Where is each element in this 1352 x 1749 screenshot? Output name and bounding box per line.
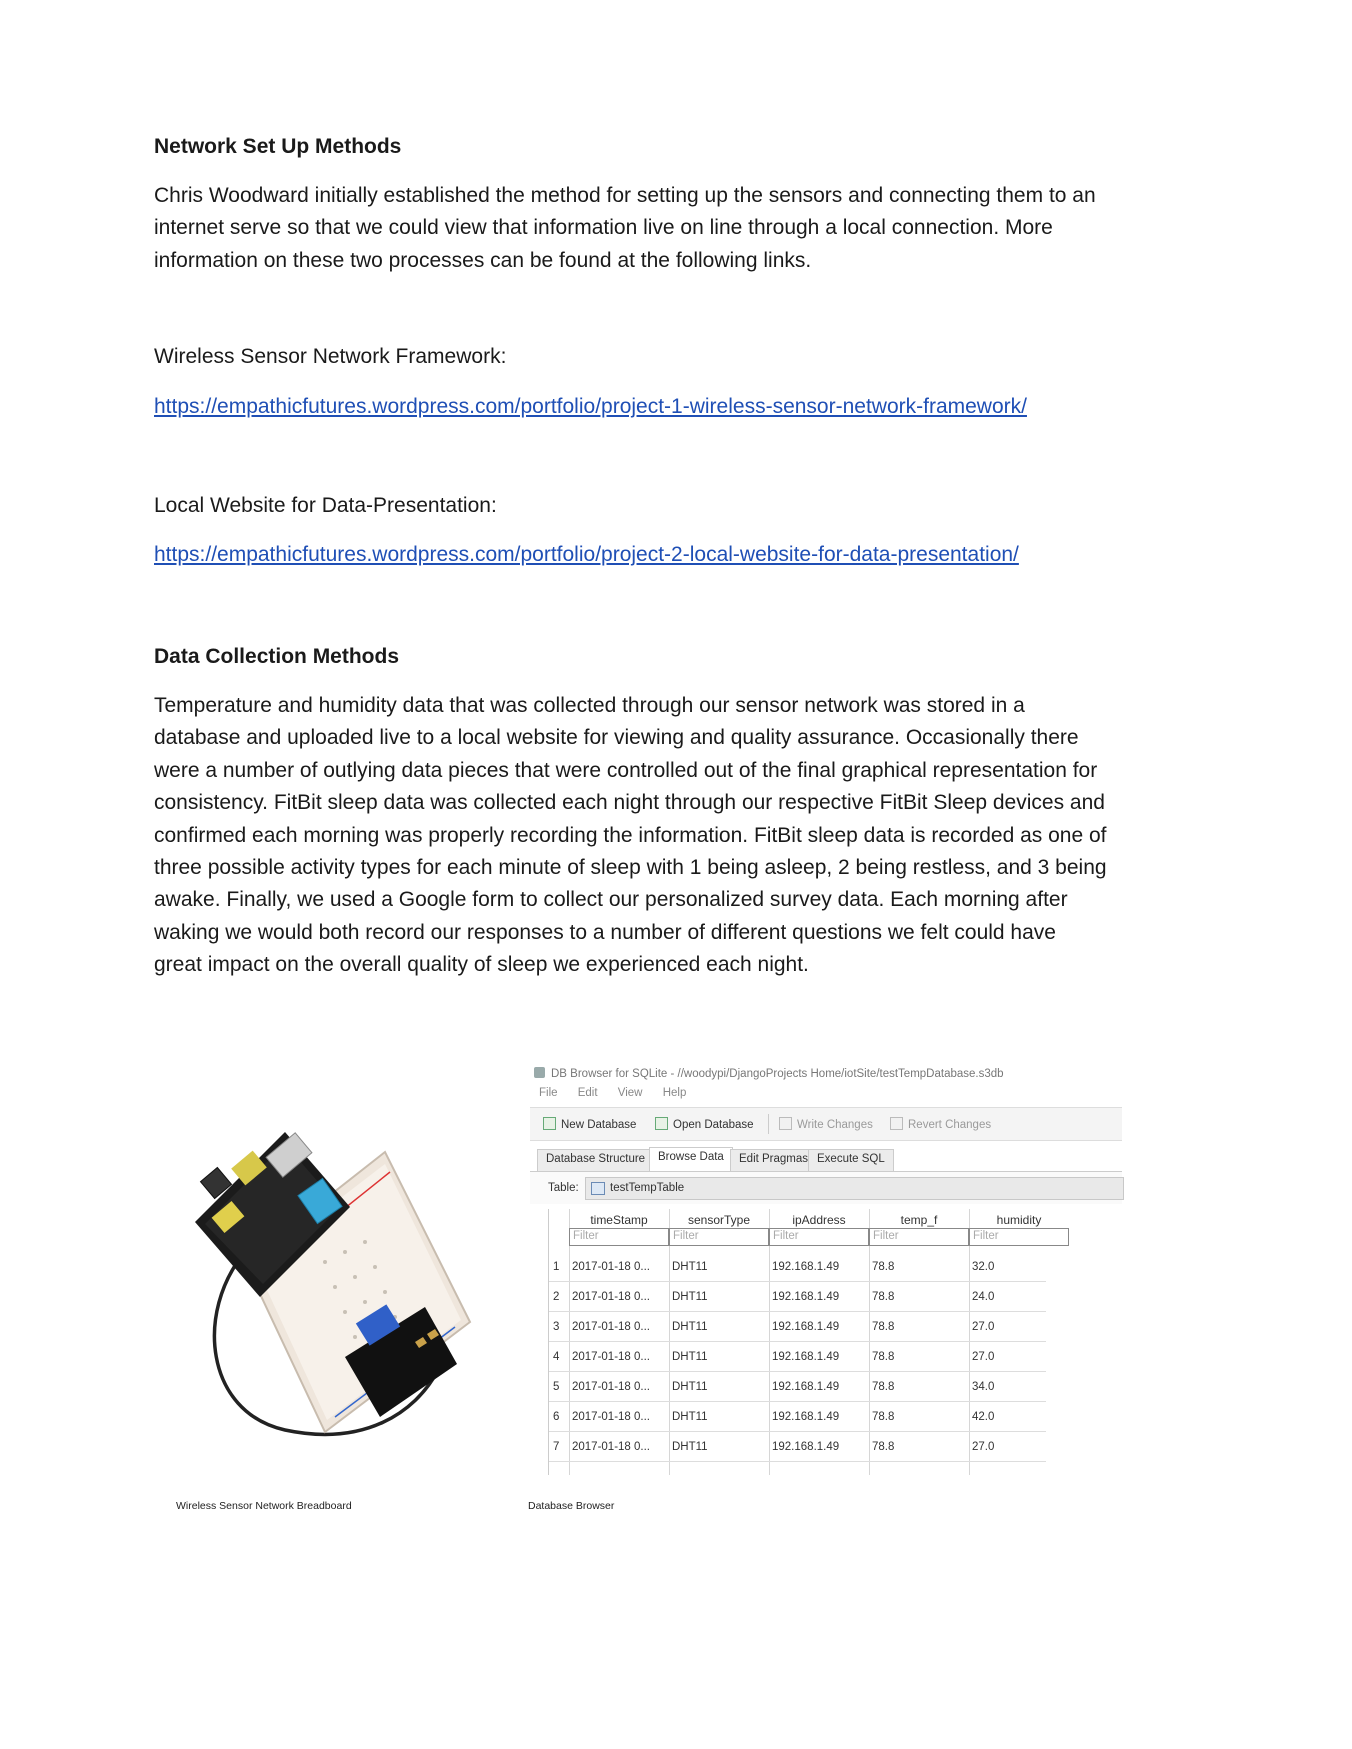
table-cell[interactable]: DHT11 xyxy=(672,1321,708,1333)
table-cell[interactable]: DHT11 xyxy=(672,1261,708,1273)
paragraph-line: consistency. FitBit sleep data was collected each night through our respective FitBit Sleep devices and xyxy=(154,791,1105,815)
table-cell[interactable]: 2017-01-18 0... xyxy=(572,1261,651,1273)
paragraph-network-setup xyxy=(154,180,1199,277)
table-select[interactable] xyxy=(585,1177,1124,1200)
column-separator xyxy=(669,1209,670,1475)
row-divider xyxy=(549,1281,1046,1282)
menu-view[interactable]: View xyxy=(617,1087,643,1099)
paragraph-line: were a number of outlying data pieces that were controlled out of the final graphical representation for xyxy=(154,758,1098,782)
new-database-label: New Database xyxy=(561,1119,637,1131)
link-website[interactable]: https://empathicfutures.wordpress.com/portfolio/project-2-local-website-for-data-presentation/ xyxy=(154,543,1019,566)
table-cell[interactable]: 27.0 xyxy=(972,1441,995,1453)
row-divider xyxy=(549,1311,1046,1312)
window-title xyxy=(534,1067,1004,1080)
toolbar xyxy=(530,1107,1122,1141)
paragraph-line: information on these two processes can be found at the following links. xyxy=(154,248,812,272)
caption-breadboard: Wireless Sensor Network Breadboard xyxy=(176,1500,352,1512)
table-cell[interactable]: DHT11 xyxy=(672,1441,708,1453)
table-selector-bar xyxy=(530,1171,1122,1204)
open-database-button[interactable] xyxy=(655,1117,754,1131)
column-header-ipaddress[interactable]: ipAddress xyxy=(792,1213,846,1227)
revert-changes-label: Revert Changes xyxy=(908,1119,992,1131)
new-database-button[interactable] xyxy=(543,1117,636,1131)
table-cell[interactable]: 27.0 xyxy=(972,1321,995,1333)
table-cell[interactable]: 27.0 xyxy=(972,1351,995,1363)
table-cell[interactable]: 32.0 xyxy=(972,1261,995,1273)
row-number[interactable]: 3 xyxy=(553,1321,560,1333)
table-cell[interactable]: DHT11 xyxy=(672,1381,708,1393)
paragraph-line: database and uploaded live to a local website for viewing and quality assurance. Occasionally there xyxy=(154,726,1079,750)
table-cell[interactable]: 192.168.1.49 xyxy=(772,1291,840,1303)
revert-changes-button[interactable] xyxy=(890,1117,991,1131)
app-icon xyxy=(534,1067,545,1078)
menu-file[interactable]: File xyxy=(539,1087,558,1099)
column-header-humidity[interactable]: humidity xyxy=(996,1213,1042,1227)
table-cell[interactable]: 192.168.1.49 xyxy=(772,1381,840,1393)
breadboard-image xyxy=(175,1112,475,1457)
filter-input[interactable]: Filter xyxy=(569,1228,669,1246)
tab-browse-data[interactable]: Browse Data xyxy=(649,1147,733,1172)
row-divider xyxy=(549,1401,1046,1402)
table-cell[interactable]: 192.168.1.49 xyxy=(772,1441,840,1453)
row-number[interactable]: 1 xyxy=(553,1261,560,1273)
db-browser-window xyxy=(530,1063,1122,1475)
column-separator xyxy=(569,1209,570,1475)
menu-edit[interactable]: Edit xyxy=(577,1087,598,1099)
heading-data-collection: Data Collection Methods xyxy=(154,645,400,668)
write-changes-label: Write Changes xyxy=(797,1119,873,1131)
table-cell[interactable]: 192.168.1.49 xyxy=(772,1411,840,1423)
table-cell[interactable]: 2017-01-18 0... xyxy=(572,1321,651,1333)
table-cell[interactable]: 192.168.1.49 xyxy=(772,1351,840,1363)
paragraph-line: three possible activity types for each minute of sleep with 1 being asleep, 2 being restless, and 3 being xyxy=(154,856,1107,880)
table-name: testTempTable xyxy=(610,1182,685,1194)
window-title-text: DB Browser for SQLite - //woodypi/DjangoProjects Home/iotSite/testTempDatabase.s3db xyxy=(551,1068,1004,1080)
link-label-framework: Wireless Sensor Network Framework: xyxy=(154,345,507,368)
column-separator xyxy=(769,1209,770,1475)
table-cell[interactable]: 2017-01-18 0... xyxy=(572,1441,651,1453)
table-cell[interactable]: 42.0 xyxy=(972,1411,995,1423)
table-cell[interactable]: 78.8 xyxy=(872,1381,895,1393)
toolbar-divider xyxy=(768,1114,769,1134)
paragraph-line: Chris Woodward initially established the method for setting up the sensors and connecting them to an xyxy=(154,184,1096,207)
row-number[interactable]: 5 xyxy=(553,1381,560,1393)
link-label-website: Local Website for Data-Presentation: xyxy=(154,494,497,517)
row-number[interactable]: 4 xyxy=(553,1351,560,1363)
table-cell[interactable]: 78.8 xyxy=(872,1261,895,1273)
table-icon xyxy=(591,1182,605,1195)
table-label: Table: xyxy=(548,1182,579,1194)
row-number[interactable]: 2 xyxy=(553,1291,560,1303)
revert-changes-icon xyxy=(890,1117,903,1130)
paragraph-line: confirmed each morning was properly recording the information. FitBit sleep data is recorded as one of xyxy=(154,823,1107,847)
write-changes-icon xyxy=(779,1117,792,1130)
paragraph-line: Temperature and humidity data that was collected through our sensor network was stored in a xyxy=(154,694,1025,717)
filter-input[interactable]: Filter xyxy=(969,1228,1069,1246)
row-number[interactable]: 7 xyxy=(553,1441,560,1453)
table-cell[interactable]: 192.168.1.49 xyxy=(772,1321,840,1333)
table-cell[interactable]: 2017-01-18 0... xyxy=(572,1381,651,1393)
row-divider xyxy=(549,1371,1046,1372)
column-header-temp-f[interactable]: temp_f xyxy=(900,1213,938,1227)
table-cell[interactable]: 78.8 xyxy=(872,1291,895,1303)
column-header-sensortype[interactable]: sensorType xyxy=(687,1213,751,1227)
paragraph-line: waking we would both record our responses to a number of different questions we felt could have xyxy=(154,920,1056,944)
tab-edit-pragmas[interactable]: Edit Pragmas xyxy=(730,1149,817,1172)
link-framework[interactable]: https://empathicfutures.wordpress.com/portfolio/project-1-wireless-sensor-network-framework/ xyxy=(154,395,1027,418)
table-cell[interactable]: DHT11 xyxy=(672,1411,708,1423)
table-cell[interactable]: 34.0 xyxy=(972,1381,995,1393)
table-cell[interactable]: 192.168.1.49 xyxy=(772,1261,840,1273)
column-separator xyxy=(969,1209,970,1475)
open-database-icon xyxy=(655,1117,668,1130)
filter-input[interactable]: Filter xyxy=(769,1228,869,1246)
table-cell[interactable]: 2017-01-18 0... xyxy=(572,1411,651,1423)
menu-help[interactable]: Help xyxy=(662,1087,687,1099)
table-cell[interactable]: 78.8 xyxy=(872,1441,895,1453)
row-number[interactable]: 6 xyxy=(553,1411,560,1423)
paragraph-line: awake. Finally, we used a Google form to collect our personalized survey data. Each morning after xyxy=(154,888,1068,912)
table-cell[interactable]: DHT11 xyxy=(672,1351,708,1363)
table-cell[interactable]: 2017-01-18 0... xyxy=(572,1351,651,1363)
row-divider xyxy=(549,1461,1046,1462)
table-cell[interactable]: 78.8 xyxy=(872,1411,895,1423)
table-cell[interactable]: 78.8 xyxy=(872,1321,895,1333)
caption-database-browser: Database Browser xyxy=(528,1500,615,1512)
paragraph-data-collection xyxy=(154,690,1199,982)
filter-input[interactable]: Filter xyxy=(869,1228,969,1246)
write-changes-button[interactable] xyxy=(779,1117,873,1131)
paragraph-line: internet serve so that we could view that information live on line through a local connection. More xyxy=(154,216,1053,240)
table-cell[interactable]: DHT11 xyxy=(672,1291,708,1303)
tab-database-structure[interactable]: Database Structure xyxy=(537,1149,654,1172)
menu-bar xyxy=(539,1087,703,1099)
column-separator xyxy=(869,1209,870,1475)
paragraph-line: great impact on the overall quality of sleep we experienced each night. xyxy=(154,953,809,977)
open-database-label: Open Database xyxy=(673,1119,754,1131)
column-header-timestamp[interactable]: timeStamp xyxy=(590,1213,648,1227)
new-database-icon xyxy=(543,1117,556,1130)
table-cell[interactable]: 24.0 xyxy=(972,1291,995,1303)
row-divider xyxy=(549,1431,1046,1432)
filter-input[interactable]: Filter xyxy=(669,1228,769,1246)
heading-network-setup: Network Set Up Methods xyxy=(154,135,402,158)
table-cell[interactable]: 2017-01-18 0... xyxy=(572,1291,651,1303)
data-grid xyxy=(548,1209,1046,1475)
table-cell[interactable]: 78.8 xyxy=(872,1351,895,1363)
tab-execute-sql[interactable]: Execute SQL xyxy=(808,1149,894,1172)
row-divider xyxy=(549,1341,1046,1342)
